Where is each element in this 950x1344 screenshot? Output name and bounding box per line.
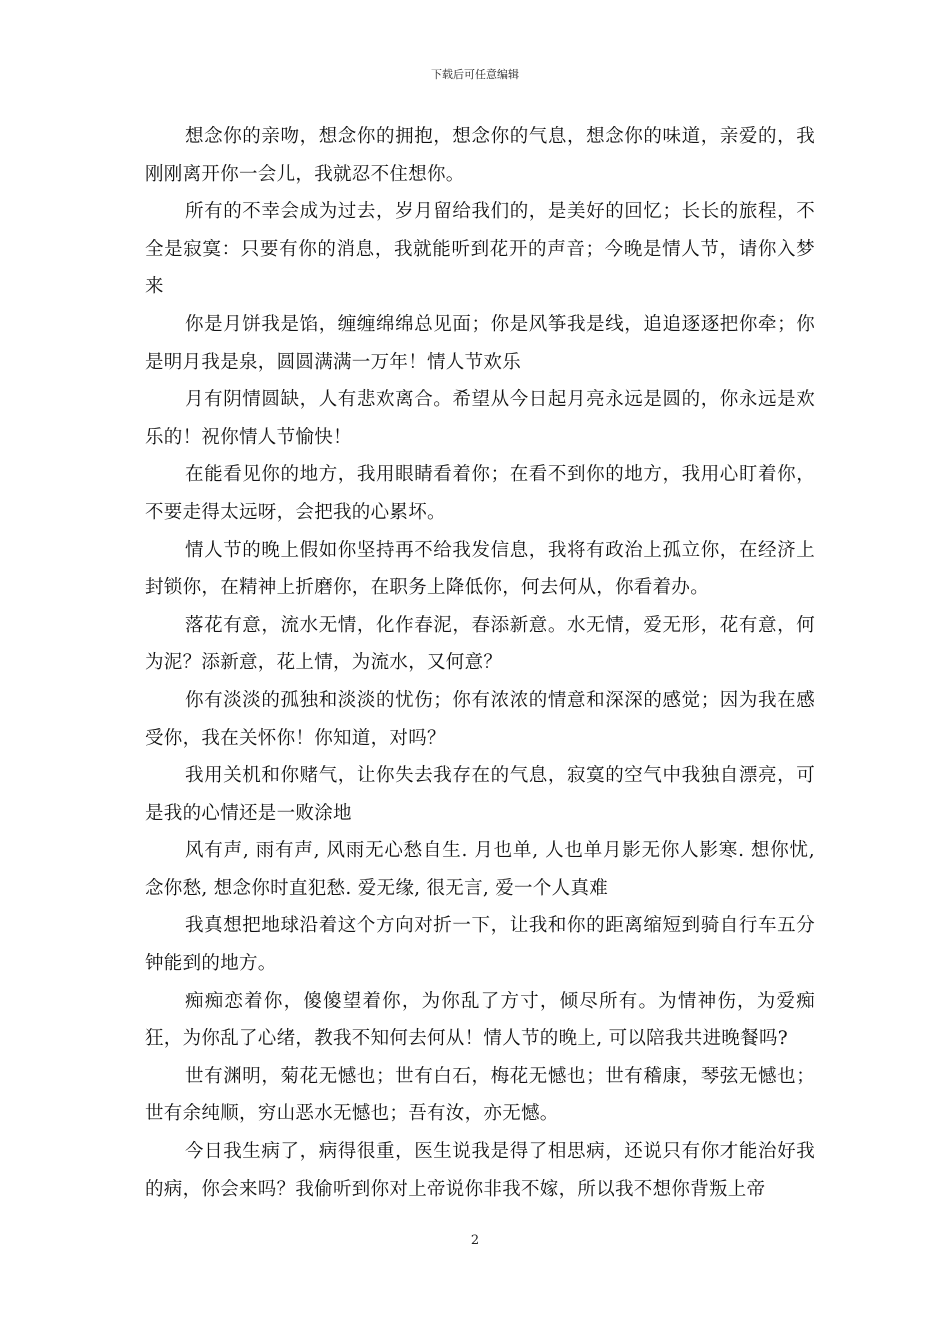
paragraph: 世有渊明，菊花无憾也；世有白石，梅花无憾也；世有稽康，琴弦无憾也；世有余纯顺，穷山恶水无憾也；吾有汝，亦无憾。: [145, 1065, 815, 1125]
paragraph: 想念你的亲吻，想念你的拥抱，想念你的气息，想念你的味道，亲爱的，我刚刚离开你一会儿，我就忍不住想你。: [145, 126, 815, 185]
paragraph: 你是月饼我是馅，缠缠绵绵总见面；你是风筝我是线，追追逐逐把你牵；你是明月我是泉，圆圆满满一万年！情人节欢乐: [145, 313, 815, 373]
paragraph: 你有淡淡的孤独和淡淡的忧伤；你有浓浓的情意和深深的感觉；因为我在感受你，我在关怀你！你知道，对吗？: [145, 689, 815, 749]
paragraph: 我真想把地球沿着这个方向对折一下，让我和你的距离缩短到骑自行车五分钟能到的地方。: [145, 915, 815, 975]
document-body: [145, 118, 815, 1208]
paragraph: 月有阴情圆缺，人有悲欢离合。希望从今日起月亮永远是圆的，你永远是欢乐的！祝你情人节愉快！: [145, 389, 815, 448]
paragraph: 落花有意，流水无情，化作春泥，春添新意。水无情，爱无形，花有意，何为泥？添新意，花上情，为流水，又何意？: [145, 614, 815, 674]
paragraph: 所有的不幸会成为过去，岁月留给我们的，是美好的回忆；长长的旅程，不全是寂寞：只要有你的消息，我就能听到花开的声音；今晚是情人节，请你入梦来: [145, 201, 815, 298]
paragraph: 情人节的晚上假如你坚持再不给我发信息，我将有政治上孤立你，在经济上封锁你，在精神上折磨你，在职务上降低你，何去何从，你看着办。: [145, 539, 815, 599]
paragraph: 今日我生病了，病得很重，医生说我是得了相思病，还说只有你才能治好我的病，你会来吗？我偷听到你对上帝说你非我不嫁，所以我不想你背叛上帝: [145, 1141, 815, 1200]
page-number: 2: [470, 1233, 480, 1248]
page-header: 下载后可任意编辑: [431, 68, 519, 81]
paragraph: 我用关机和你赌气，让你失去我存在的气息，寂寞的空气中我独自漂亮，可是我的心情还是一败涂地: [145, 765, 815, 824]
paragraph: 在能看见你的地方，我用眼睛看着你；在看不到你的地方，我用心盯着你，不要走得太远呀，会把我的心累坏。: [145, 464, 815, 523]
paragraph: 痴痴恋着你，傻傻望着你，为你乱了方寸，倾尽所有。为情神伤，为爱痴狂，为你乱了心绪，教我不知何去何从！情人节的晚上, 可以陪我共进晚餐吗?: [145, 990, 815, 1050]
paragraph: 风有声, 雨有声, 风雨无心愁自生. 月也单, 人也单月影无你人影寒. 想你忧, 念你愁, 想念你时直犯愁. 爱无缘, 很无言, 爱一个人真难: [145, 840, 815, 899]
